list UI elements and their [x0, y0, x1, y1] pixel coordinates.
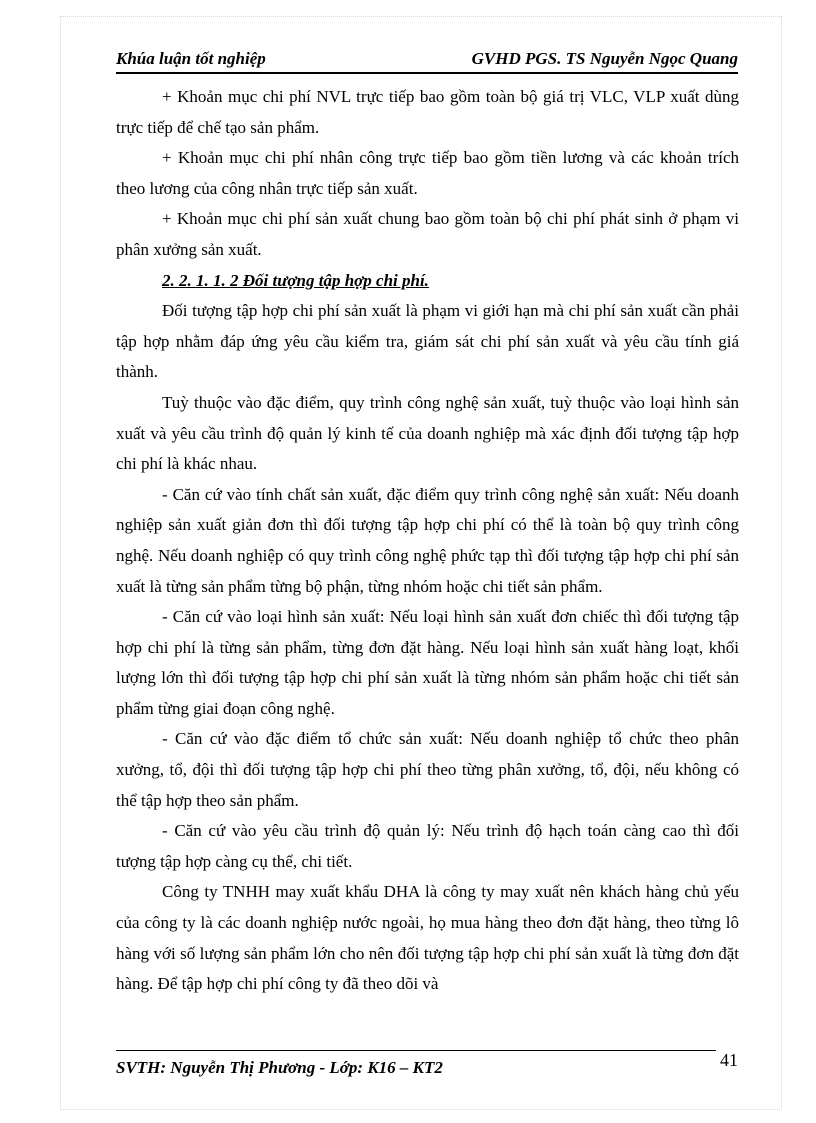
footer-student-info: SVTH: Nguyễn Thị Phương - Lớp: K16 – KT2 [116, 1058, 443, 1077]
paragraph: - Căn cứ vào yêu cầu trình độ quản lý: Nếu trình độ hạch toán càng cao thì đối tượng tập hợp càng cụ thể, chi tiết. [116, 821, 739, 871]
page-header [116, 47, 738, 73]
header-thesis-title: Khúa luận tốt nghiệp [116, 49, 266, 68]
section-heading: 2. 2. 1. 1. 2 Đối tượng tập hợp chi phí. [162, 270, 429, 290]
paragraph: - Căn cứ vào tính chất sản xuất, đặc điểm quy trình công nghệ sản xuất: Nếu doanh nghiệp sản xuất giản đơn thì đối tượng tập hợp chi phí có thể là toàn bộ quy trình công nghệ. Nếu doanh nghiệp có quy trình công nghệ phức tạp thì đối tượng tập hợp chi phí sản xuất là từng sản phẩm từng bộ phận, từng nhóm hoặc chi tiết sản phẩm. [116, 484, 739, 596]
paragraph: + Khoản mục chi phí NVL trực tiếp bao gồm toàn bộ giá trị VLC, VLP xuất dùng trực tiếp để chế tạo sản phẩm. [116, 87, 739, 137]
document-body [116, 82, 739, 1000]
paragraph: Tuỳ thuộc vào đặc điểm, quy trình công nghệ sản xuất, tuỳ thuộc vào loại hình sản xuất và yêu cầu trình độ quản lý kinh tế của doanh nghiệp mà xác định đối tượng tập hợp chi phí là khác nhau. [116, 392, 739, 474]
paragraph: Đối tượng tập hợp chi phí sản xuất là phạm vi giới hạn mà chi phí sản xuất cần phải tập hợp nhằm đáp ứng yêu cầu kiểm tra, giám sát chi phí sản xuất và yêu cầu tính giá thành. [116, 301, 739, 382]
paragraph: Công ty TNHH may xuất khẩu DHA là công ty may xuất nên khách hàng chủ yếu của công ty là các doanh nghiệp nước ngoài, họ mua hàng theo đơn đặt hàng, theo từng lô hàng với số lượng sản phẩm lớn cho nên đối tượng tập hợp chi phí sản xuất là từng đơn đặt hàng. Để tập hợp chi phí công ty đã theo dõi và [116, 882, 739, 994]
page-footer [116, 1050, 738, 1082]
page-number: 41 [720, 1050, 738, 1070]
paragraph: + Khoản mục chi phí sản xuất chung bao gồm toàn bộ chi phí phát sinh ở phạm vi phân xưởng sản xuất. [116, 209, 739, 259]
paragraph: + Khoản mục chi phí nhân công trực tiếp bao gồm tiền lương và các khoản trích theo lương của công nhân trực tiếp sản xuất. [116, 148, 739, 198]
footer-rule [116, 1050, 716, 1051]
header-rule [116, 72, 738, 74]
header-supervisor: GVHD PGS. TS Nguyễn Ngọc Quang [471, 49, 738, 68]
paragraph: - Căn cứ vào đặc điểm tổ chức sản xuất: Nếu doanh nghiệp tổ chức theo phân xưởng, tổ, đội thì đối tượng tập hợp chi phí theo từng phân xưởng, tổ, đội, nếu không có thể tập hợp theo sản phẩm. [116, 729, 739, 810]
paragraph: - Căn cứ vào loại hình sản xuất: Nếu loại hình sản xuất đơn chiếc thì đối tượng tập hợp chi phí là từng sản phẩm, từng đơn đặt hàng. Nếu loại hình sản xuất hàng loạt, khối lượng lớn thì đối tượng tập hợp chi phí sản xuất là từng nhóm sản phẩm hoặc chi tiết sản phẩm từng giai đoạn công nghệ. [116, 607, 739, 718]
